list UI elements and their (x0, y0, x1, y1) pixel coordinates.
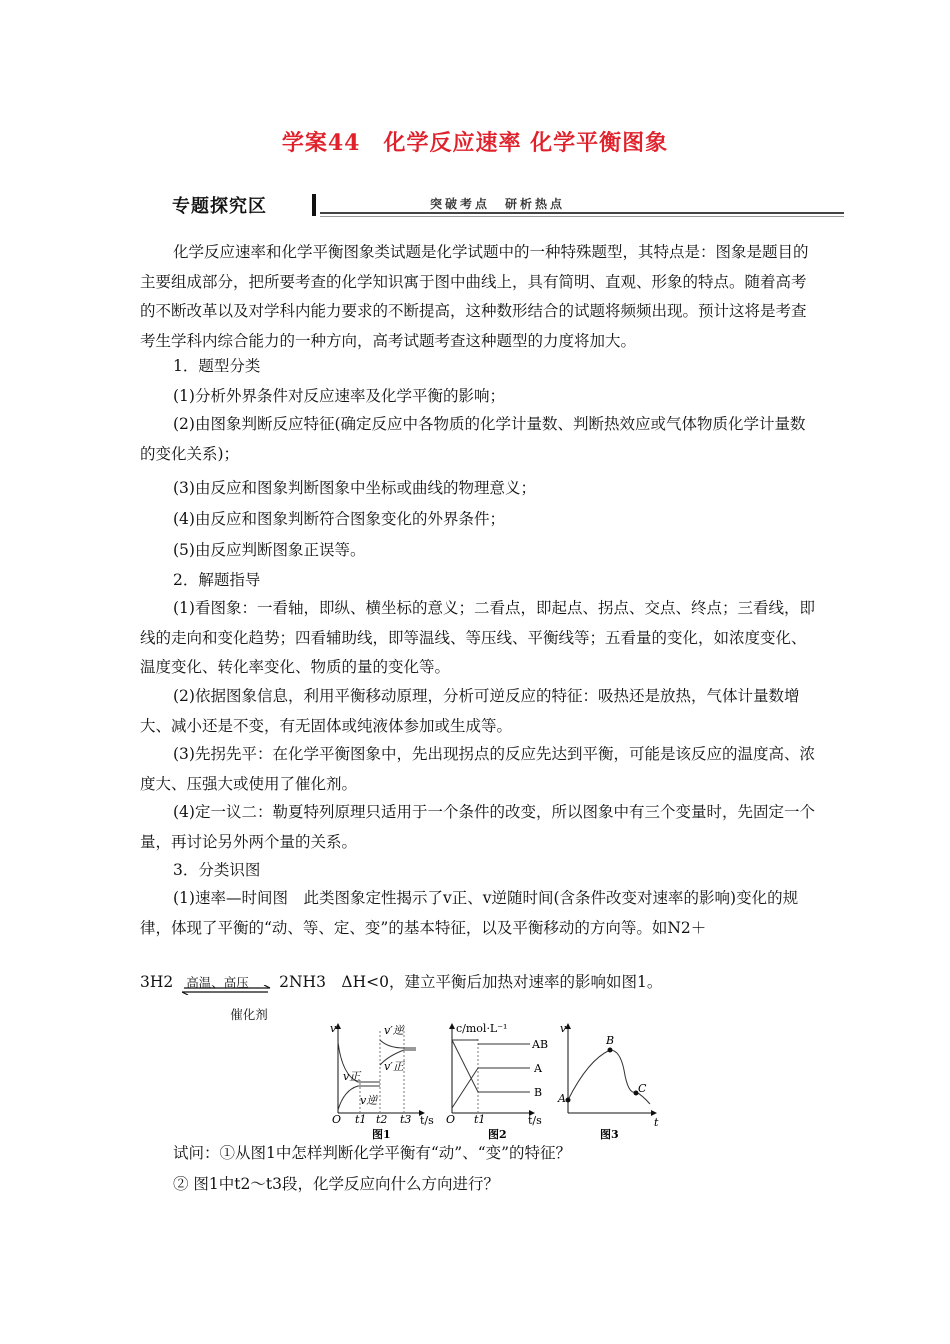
banner-subtitle: 突破考点 研析热点 (430, 197, 566, 211)
fig1-xlabel: t/s (420, 1114, 434, 1127)
fig1-caption: 图1 (372, 1128, 391, 1141)
fig3-ylabel: v (560, 1022, 567, 1035)
fig1-label-v-forward: v正 (343, 1070, 361, 1083)
fig1-tick-t1: t1 (355, 1113, 367, 1126)
fig1-label-v-reverse-prime: v′逆 (384, 1024, 404, 1037)
s2-item-1: (1)看图象：一看轴，即纵、横坐标的意义；二看点，即起点、拐点、交点、终点；三看线，即线的走向和变化趋势；四看辅助线，即等温线、等压线、平衡线等；五看量的变化，如浓度变化、温度变化、转化率变化、物质的量的变化等。 (140, 599, 815, 676)
fig3-point-a: A (558, 1092, 566, 1105)
s3-paragraph-1: (1)速率—时间图 此类图象定性揭示了v正、v逆随时间(含条件改变对速率的影响)变化的规律，体现了平衡的“动、等、定、变”的基本特征，以及平衡移动的方向等。如N2＋ (140, 889, 799, 937)
reaction-equation (140, 970, 663, 1022)
s1-item-2: (2)由图象判断反应特征(确定反应中各物质的化学计量数、判断热效应或气体物质化学计量数的变化关系)； (140, 415, 806, 463)
fig3-xlabel: t (654, 1116, 659, 1129)
fig2-series-ab: AB (532, 1038, 549, 1051)
figure-2 (446, 1022, 548, 1141)
banner-bar (312, 194, 316, 216)
eq-reactants: 3H2 (140, 973, 174, 991)
figure-3 (557, 1022, 659, 1141)
fig1-tick-t3: t3 (400, 1113, 412, 1126)
fig3-point-b: B (606, 1034, 615, 1047)
section-2-heading: 2．解题指导 (173, 571, 261, 589)
fig1-label-v-reverse: v逆 (360, 1094, 378, 1107)
fig1-origin: O (332, 1113, 342, 1126)
banner-rule-thin (320, 216, 844, 217)
eq-condition-bottom: 催化剂 (230, 1007, 268, 1022)
fig2-series-a: A (534, 1062, 542, 1075)
question-2: ② 图1中t2～t3段，化学反应向什么方向进行？ (173, 1175, 499, 1193)
fig1-label-v-forward-prime: v′正 (384, 1060, 404, 1073)
fig1-tick-t2: t2 (376, 1113, 388, 1126)
figure-1 (330, 1022, 434, 1141)
banner-tag: 专题探究区 (172, 196, 267, 217)
fig2-origin: O (446, 1113, 456, 1126)
s1-item-5: (5)由反应判断图象正误等。 (173, 541, 366, 559)
fig2-tick-t1: t1 (474, 1113, 486, 1126)
fig3-caption: 图3 (600, 1128, 619, 1141)
fig2-xlabel: t/s (528, 1114, 542, 1127)
figures-row (320, 1020, 665, 1145)
fig2-series-b: B (534, 1086, 543, 1099)
fig3-point-c: C (638, 1082, 647, 1095)
eq-arrow (178, 973, 274, 1022)
fig2-ylabel: c/mol·L⁻¹ (456, 1022, 508, 1035)
section-banner (172, 190, 844, 220)
fig1-ylabel: v (330, 1022, 337, 1035)
eq-products: 2NH3 ΔH<0，建立平衡后加热对速率的影响如图1。 (279, 973, 663, 991)
section-3-heading: 3．分类识图 (173, 861, 261, 879)
s1-item-3: (3)由反应和图象判断图象中坐标或曲线的物理意义； (173, 479, 536, 497)
s2-item-3: (3)先拐先平：在化学平衡图象中，先出现拐点的反应先达到平衡，可能是该反应的温度高、浓度大、压强大或使用了催化剂。 (140, 745, 815, 793)
equilibrium-arrow-icon (178, 985, 274, 995)
s2-item-2: (2)依据图象信息，利用平衡移动原理，分析可逆反应的特征：吸热还是放热，气体计量数增大、减小还是不变，有无固体或纯液体参加或生成等。 (140, 687, 800, 735)
fig2-caption: 图2 (488, 1128, 507, 1141)
question-1: 试问：①从图1中怎样判断化学平衡有“动”、“变”的特征？ (173, 1144, 572, 1162)
s1-item-4: (4)由反应和图象判断符合图象变化的外界条件； (173, 510, 505, 528)
banner-rule (320, 212, 844, 214)
page-title: 学案44 化学反应速率 化学平衡图象 (281, 130, 669, 156)
intro-paragraph: 化学反应速率和化学平衡图象类试题是化学试题中的一种特殊题型，其特点是：图象是题目的主要组成部分，把所要考查的化学知识寓于图中曲线上，具有简明、直观、形象的特点。随着高考的不断改革以及对学科内能力要求的不断提高，这种数形结合的试题将频频出现。预计这将是考查考生学科内综合能力的一种方向，高考试题考查这种题型的力度将加大。 (140, 243, 809, 350)
eq-condition-top: 高温、高压 (186, 975, 249, 990)
s2-item-4: (4)定一议二：勒夏特列原理只适用于一个条件的改变，所以图象中有三个变量时，先固定一个量，再讨论另外两个量的关系。 (140, 803, 815, 851)
s1-item-1: (1)分析外界条件对反应速率及化学平衡的影响； (173, 387, 505, 405)
section-1-heading: 1．题型分类 (173, 357, 261, 375)
